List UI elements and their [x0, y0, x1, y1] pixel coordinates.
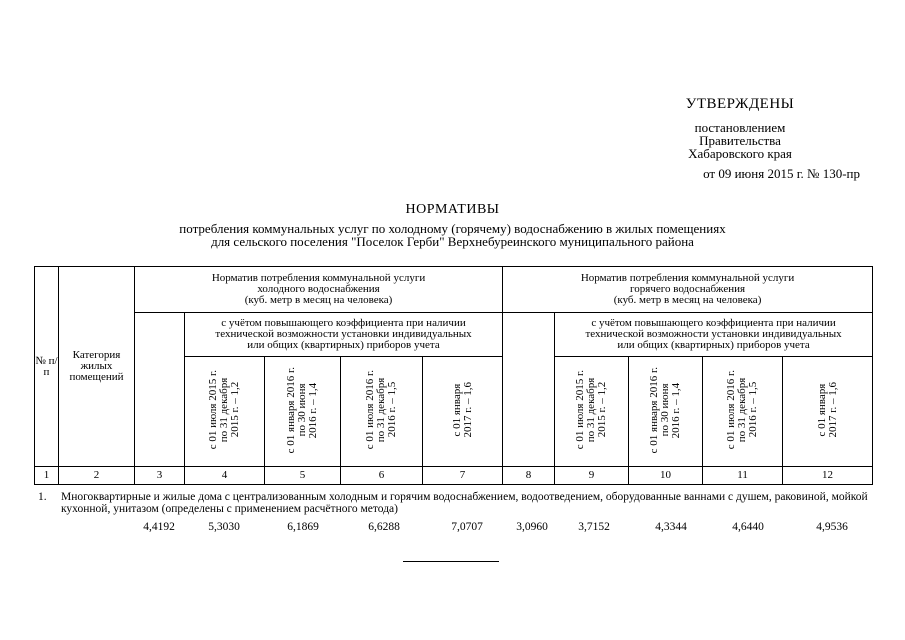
document-title: НОРМАТИВЫ: [405, 202, 500, 217]
col-number: 11: [703, 467, 783, 485]
row-value-cold-period-1: 5,3030: [208, 521, 240, 533]
header-cold-base: [135, 313, 185, 467]
col-number: 8: [503, 467, 555, 485]
row-value-hot-base: 3,0960: [516, 521, 548, 533]
header-cold-period-4: с 01 января 2017 г. – 1,6: [423, 357, 503, 467]
document-subtitle-1: потребления коммунальных услуг по холодному (горячему) водоснабжению в жилых помещениях: [179, 221, 726, 236]
header-hot-base: [503, 313, 555, 467]
header-hot-period-1: с 01 июля 2015 г. по 31 декабря 2015 г. – 1,2: [555, 357, 629, 467]
col-number: 1: [35, 467, 59, 485]
row-number: 1.: [38, 491, 47, 503]
row-value-cold-period-3: 6,6288: [368, 521, 400, 533]
approval-title: УТВЕРЖДЕНЫ: [685, 96, 795, 112]
header-hot-period-4: с 01 января 2017 г. – 1,6: [783, 357, 873, 467]
document-subtitle-2: для сельского поселения "Поселок Герби" Верхнебуреинского муниципального района: [211, 234, 694, 249]
row-value-hot-period-1: 3,7152: [578, 521, 610, 533]
header-cold-period-2: с 01 января 2016 г. по 30 июня 2016 г. – 1,4: [265, 357, 341, 467]
header-cold-water: Норматив потребления коммунальной услуги холодного водоснабжения (куб. метр в месяц на человека): [135, 267, 503, 313]
col-number: 3: [135, 467, 185, 485]
header-hot-water: Норматив потребления коммунальной услуги горячего водоснабжения (куб. метр в месяц на человека): [503, 267, 873, 313]
row-value-cold-period-4: 7,0707: [451, 521, 483, 533]
col-number: 10: [629, 467, 703, 485]
row-value-cold-base: 4,4192: [143, 521, 175, 533]
row-value-hot-period-4: 4,9536: [816, 521, 848, 533]
header-hot-period-2: с 01 января 2016 г. по 30 июня 2016 г. – 1,4: [629, 357, 703, 467]
header-num: № п/п: [35, 267, 59, 467]
col-number: 4: [185, 467, 265, 485]
document-heading: [0, 202, 905, 248]
approval-block: [600, 96, 880, 182]
approval-line-3: Хабаровского края: [688, 146, 792, 161]
row-value-cold-period-2: 6,1869: [287, 521, 319, 533]
norms-table: [34, 266, 873, 485]
footer-divider: [403, 561, 499, 562]
row-value-hot-period-3: 4,6440: [732, 521, 764, 533]
col-number: 2: [59, 467, 135, 485]
header-hot-period-3: с 01 июля 2016 г. по 31 декабря 2016 г. – 1,5: [703, 357, 783, 467]
row-value-hot-period-2: 4,3344: [655, 521, 687, 533]
row-category: Многоквартирные и жилые дома с централизованным холодным и горячим водоснабжением, водоотведением, оборудованные ваннами с душем, раковиной, мойкой кухонной, унитазом (определены с применением расчётного метода): [61, 491, 868, 515]
col-number: 7: [423, 467, 503, 485]
header-cold-coefficient: с учётом повышающего коэффициента при наличии технической возможности установки индивидуальных или общих (квартирных) приборов учета: [185, 313, 503, 357]
approval-line-2: Правительства: [699, 133, 781, 148]
header-category: Категория жилых помещений: [59, 267, 135, 467]
col-number: 9: [555, 467, 629, 485]
header-hot-coefficient: с учётом повышающего коэффициента при наличии технической возможности установки индивидуальных или общих (квартирных) приборов учета: [555, 313, 873, 357]
approval-line-1: постановлением: [694, 120, 786, 135]
header-cold-period-1: с 01 июля 2015 г. по 31 декабря 2015 г. – 1,2: [185, 357, 265, 467]
col-number: 12: [783, 467, 873, 485]
header-cold-period-3: с 01 июля 2016 г. по 31 декабря 2016 г. – 1,5: [341, 357, 423, 467]
approval-date: от 09 июня 2015 г. № 130-пр: [703, 166, 860, 181]
col-number: 6: [341, 467, 423, 485]
col-number: 5: [265, 467, 341, 485]
